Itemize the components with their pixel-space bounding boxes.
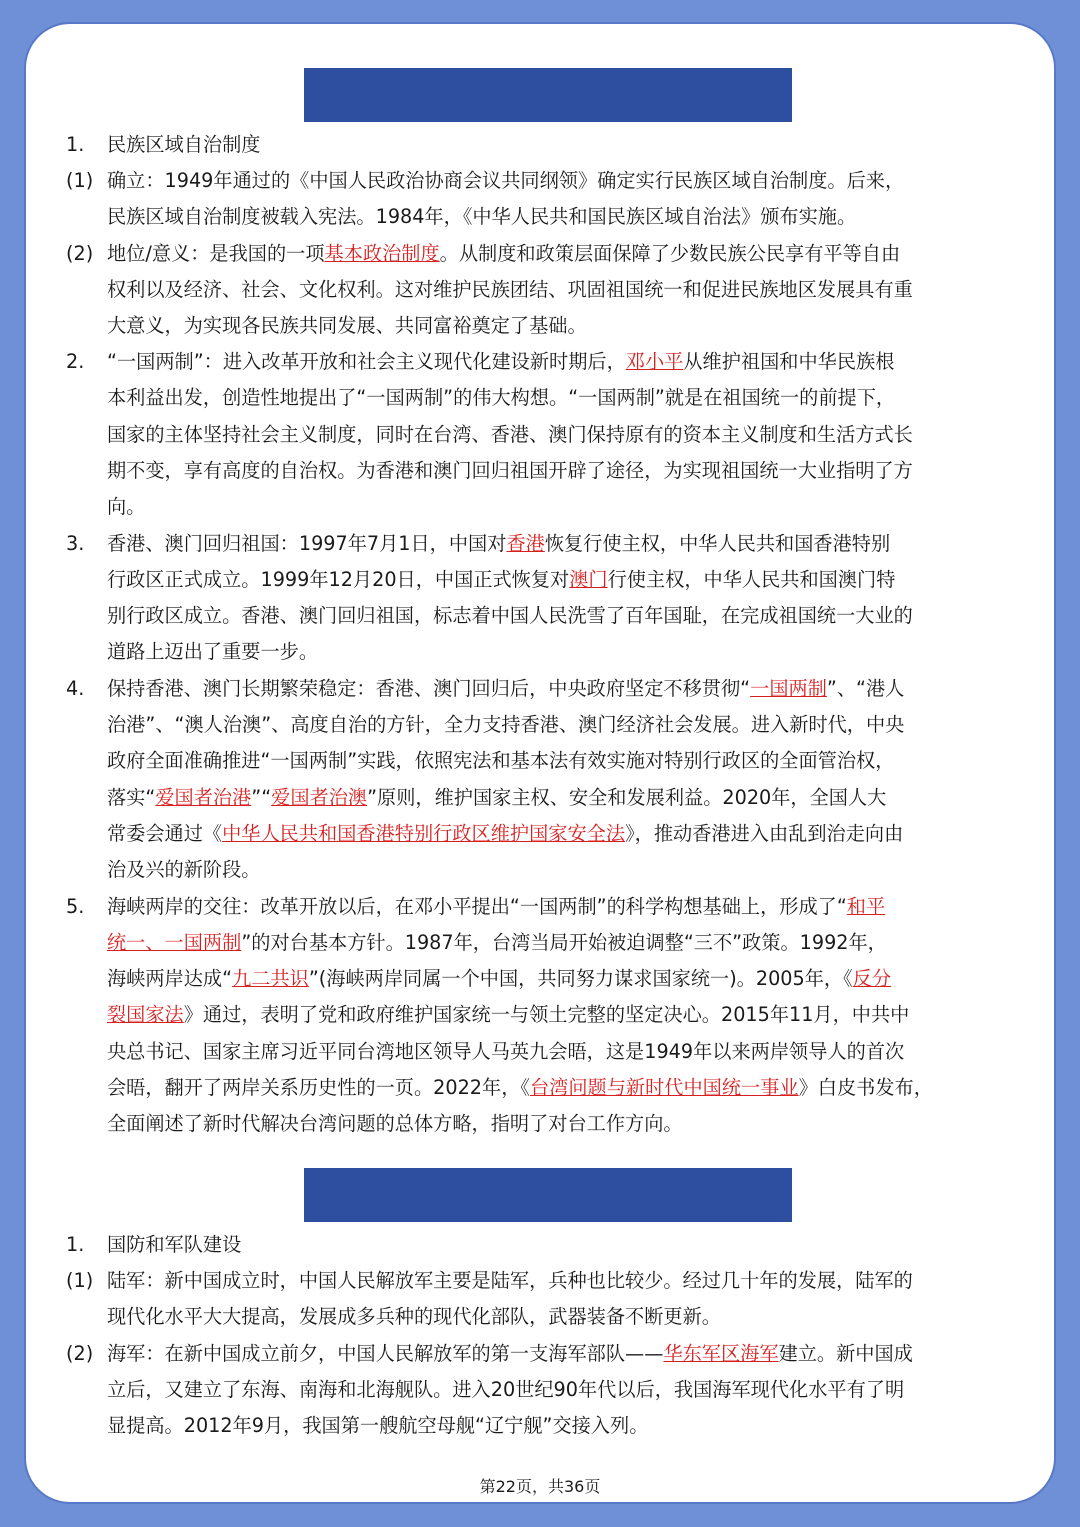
key-term: 邓小平 bbox=[625, 350, 684, 373]
paragraph-line: 地位/意义：是我国的一项基本政治制度。从制度和政策层面保障了少数民族公民享有平等自由 bbox=[107, 242, 901, 265]
paragraph-line-row bbox=[0, 816, 1080, 852]
item-number: 1. bbox=[66, 1233, 85, 1256]
unit4-title: 第四单元 民族团结与祖国统一 bbox=[342, 131, 777, 166]
paragraph-line-row bbox=[0, 598, 1080, 634]
paragraph-line: 统一、一国两制”的对台基本方针。1987年，台湾当局开始被迫调整“三不”政策。1992年， bbox=[107, 931, 887, 954]
key-term: 爱国者治港 bbox=[155, 786, 252, 809]
item-number: 4. bbox=[66, 677, 85, 700]
paragraph-line: 权利以及经济、社会、文化权利。这对维护民族团结、巩固祖国统一和促进民族地区发展具有重 bbox=[107, 278, 913, 301]
paragraph-line-row bbox=[0, 1372, 1080, 1408]
paragraph-line-row bbox=[0, 1034, 1080, 1070]
paragraph-line-row bbox=[0, 453, 1080, 489]
item-number: 1. bbox=[66, 133, 85, 156]
paragraph-line: 行政区正式成立。1999年12月20日，中国正式恢复对澳门行使主权，中华人民共和国澳门特 bbox=[107, 568, 896, 591]
paragraph-line-row bbox=[0, 961, 1080, 997]
item-number: 5. bbox=[66, 895, 85, 918]
key-term: 香港 bbox=[506, 532, 545, 555]
paragraph-line: 别行政区成立。香港、澳门回归祖国，标志着中国人民洗雪了百年国耻，在完成祖国统一大业的 bbox=[107, 604, 913, 627]
key-term: 反分 bbox=[852, 967, 892, 990]
list-item bbox=[0, 671, 1080, 707]
paragraph-line: 常委会通过《中华人民共和国香港特别行政区维护国家安全法》，推动香港进入由乱到治走向由 bbox=[107, 822, 904, 845]
item-number: (2) bbox=[66, 242, 94, 265]
paragraph-line: 道路上迈出了重要一步。 bbox=[107, 640, 319, 663]
paragraph-line: “一国两制”：进入改革开放和社会主义现代化建设新时期后，邓小平从维护祖国和中华民族根 bbox=[107, 350, 895, 373]
paragraph-line: 政府全面准确推进“一国两制”实践，依照宪法和基本法有效实施对特别行政区的全面管治权， bbox=[107, 749, 895, 772]
paragraph-line: 央总书记、国家主席习近平同台湾地区领导人马英九会晤，这是1949年以来两岸领导人的首次 bbox=[107, 1040, 905, 1063]
paragraph-line-row bbox=[0, 417, 1080, 453]
paragraph-line: 全面阐述了新时代解决台湾问题的总体方略，指明了对台工作方向。 bbox=[107, 1112, 683, 1135]
paragraph-line-row bbox=[0, 707, 1080, 743]
item-number: 2. bbox=[66, 350, 85, 373]
paragraph-line-row bbox=[0, 1299, 1080, 1335]
unit5-title: 第五单元 国防建设与外交成就 bbox=[342, 1231, 777, 1266]
list-item bbox=[0, 1263, 1080, 1299]
list-item bbox=[0, 1227, 1080, 1263]
item-number: (1) bbox=[66, 169, 94, 192]
paragraph-line: 香港、澳门回归祖国：1997年7月1日，中国对香港恢复行使主权，中华人民共和国香港特别 bbox=[107, 532, 891, 555]
item-number: 3. bbox=[66, 532, 85, 555]
key-term: 华东军区海军 bbox=[663, 1342, 779, 1365]
paragraph-line: 保持香港、澳门长期繁荣稳定：香港、澳门回归后，中央政府坚定不移贯彻“一国两制”、“港人 bbox=[107, 677, 905, 700]
paragraph-line-row bbox=[0, 1408, 1080, 1444]
unit5-title-banner bbox=[304, 1168, 792, 1266]
list-item bbox=[0, 344, 1080, 380]
item-number: (1) bbox=[66, 1269, 94, 1292]
key-term: 澳门 bbox=[569, 568, 608, 591]
paragraph-line: 大意义，为实现各民族共同发展、共同富裕奠定了基础。 bbox=[107, 314, 587, 337]
paragraph-line: 海峡两岸的交往：改革开放以后，在邓小平提出“一国两制”的科学构想基础上，形成了“和平 bbox=[107, 895, 886, 918]
paragraph-line-row bbox=[0, 199, 1080, 235]
paragraph-line-row bbox=[0, 780, 1080, 816]
paragraph-line-row bbox=[0, 562, 1080, 598]
key-term: 裂国家法 bbox=[107, 1003, 184, 1026]
paragraph-line-row bbox=[0, 634, 1080, 670]
paragraph-line-row bbox=[0, 308, 1080, 344]
list-item bbox=[0, 526, 1080, 562]
item-number: (2) bbox=[66, 1342, 94, 1365]
paragraph-line-row bbox=[0, 380, 1080, 416]
key-term: 基本政治制度 bbox=[324, 242, 440, 265]
list-item bbox=[0, 1336, 1080, 1372]
key-term: 爱国者治澳 bbox=[271, 786, 368, 809]
list-item bbox=[0, 889, 1080, 925]
key-term: 台湾问题与新时代中国统一事业 bbox=[529, 1076, 799, 1099]
paragraph-line: 显提高。2012年9月，我国第一艘航空母舰“辽宁舰”交接入列。 bbox=[107, 1414, 649, 1437]
paragraph-line: 向。 bbox=[107, 495, 146, 518]
list-item bbox=[0, 236, 1080, 272]
paragraph-line-row bbox=[0, 1070, 1080, 1106]
paragraph-line-row bbox=[0, 272, 1080, 308]
paragraph-line-row bbox=[0, 852, 1080, 888]
paragraph-line: 确立：1949年通过的《中国人民政治协商会议共同纲领》确定实行民族区域自治制度。后来， bbox=[107, 169, 905, 192]
paragraph-line: 海军：在新中国成立前夕，中国人民解放军的第一支海军部队——华东军区海军建立。新中国成 bbox=[107, 1342, 913, 1365]
paragraph-line: 国家的主体坚持社会主义制度，同时在台湾、香港、澳门保持原有的资本主义制度和生活方式长 bbox=[107, 423, 913, 446]
paragraph-line-row bbox=[0, 743, 1080, 779]
paragraph-line-row bbox=[0, 489, 1080, 525]
key-term: 一国两制 bbox=[750, 677, 827, 700]
key-term: 中华人民共和国香港特别行政区维护国家安全法 bbox=[222, 822, 626, 845]
paragraph-line: 期不变，享有高度的自治权。为香港和澳门回归祖国开辟了途径，为实现祖国统一大业指明了方 bbox=[107, 459, 913, 482]
paragraph-line: 陆军：新中国成立时，中国人民解放军主要是陆军，兵种也比较少。经过几十年的发展，陆军的 bbox=[107, 1269, 913, 1292]
key-term: 和平 bbox=[846, 895, 886, 918]
paragraph-line-row bbox=[0, 925, 1080, 961]
item-heading: 国防和军队建设 bbox=[107, 1233, 242, 1256]
paragraph-line: 立后，又建立了东海、南海和北海舰队。进入20世纪90年代以后，我国海军现代化水平有了明 bbox=[107, 1378, 905, 1401]
paragraph-line: 落实“爱国者治港”“爱国者治澳”原则，维护国家主权、安全和发展利益。2020年，全国人大 bbox=[107, 786, 887, 809]
paragraph-line: 会晤，翻开了两岸关系历史性的一页。2022年，《台湾问题与新时代中国统一事业》白皮书发布， bbox=[107, 1076, 933, 1099]
list-item bbox=[0, 127, 1080, 163]
paragraph-line: 治及兴的新阶段。 bbox=[107, 858, 261, 881]
item-heading: 民族区域自治制度 bbox=[107, 133, 261, 156]
paragraph-line: 民族区域自治制度被载入宪法。1984年，《中华人民共和国民族区域自治法》颁布实施。 bbox=[107, 205, 857, 228]
paragraph-line-row bbox=[0, 997, 1080, 1033]
paragraph-line-row bbox=[0, 1106, 1080, 1142]
paragraph-line: 裂国家法》通过，表明了党和政府维护国家统一与领土完整的坚定决心。2015年11月，中共中 bbox=[107, 1003, 910, 1026]
paragraph-line: 海峡两岸达成“九二共识”(海峡两岸同属一个中国，共同努力谋求国家统一)。2005年，《反分 bbox=[107, 967, 892, 990]
key-term: 统一、一国两制 bbox=[107, 931, 242, 954]
paragraph-line: 现代化水平大大提高，发展成多兵种的现代化部队，武器装备不断更新。 bbox=[107, 1305, 721, 1328]
paragraph-line: 治港”、“澳人治澳”、高度自治的方针，全力支持香港、澳门经济社会发展。进入新时代，中央 bbox=[107, 713, 905, 736]
unit4-title-banner bbox=[304, 68, 792, 166]
page-number: 第22页，共36页 bbox=[479, 1477, 601, 1496]
key-term: 九二共识 bbox=[232, 967, 309, 990]
paragraph-line: 本利益出发，创造性地提出了“一国两制”的伟大构想。“一国两制”就是在祖国统一的前提下， bbox=[107, 386, 896, 409]
list-item bbox=[0, 163, 1080, 199]
